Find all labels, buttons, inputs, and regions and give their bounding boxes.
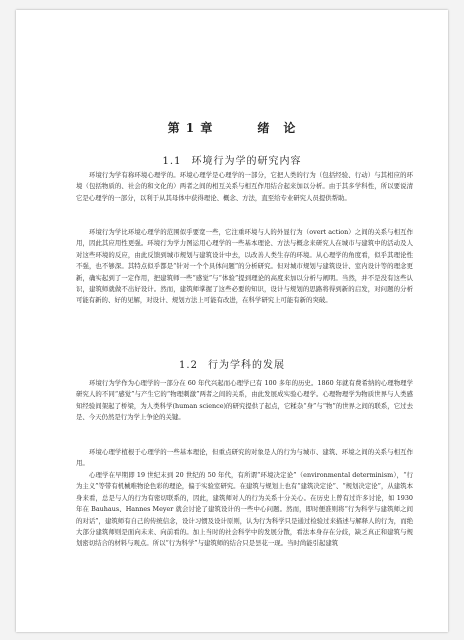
chapter-heading (16, 119, 448, 136)
body-paragraph: 心理学在早期即 19 世纪末到 20 世纪的 50 年代，有所谓“环境决定论”（environmental determinism），“行为主义”等带有机械唯物论色彩的理论，偏于实验室研究。在建筑与规划上也有“建筑决定论”、“规划决定论”，从建筑本身来看，总是与人的行为有密切联系的，因此，建筑师对人的行为关系十分关心。在历史上曾有过许多讨论，如 1930 年在 Bauhaus、Hannes Meyer 就会讨论了建筑设计的一些中心问题。然而，即时便准则将“行为科学与建筑师之间的对话”，建筑师有自己的传统信念，设计习惯及设计原则，认为行为科学只是通过检验过来描述与解释人的行为，而绝大部分建筑师则是面向未来、向前看的。加上当时的社会科学中的发展分散，看法本身存在分歧，缺乏真正和建筑与规划密切结合的材料与观点。所以“行为科学”与建筑师的结合只是昙花一现。当时尚能引起建筑 (76, 471, 413, 548)
document-page (16, 10, 448, 632)
body-paragraph: 环境心理学植根于心理学的一些基本理论，但重点研究的对象是人的行为与城市、建筑、环境之间的关系与相互作用。 (76, 448, 413, 468)
section-number: 1.1 (162, 156, 182, 167)
section-title: 行为学科的发展 (207, 360, 285, 371)
chapter-number: 第 1 章 (167, 121, 214, 135)
body-paragraph: 环境行为学有称环境心理学的。环境心理学是心理学的一部分，它把人类的行为（包括经验、行动）与其相应的环境（包括物质的、社会的和文化的）两者之间的相互关系与相互作用结合起来加以分析。由于其多学科性，所以要说清它是心理学的一部分，以利于从其母体中获得理论、概念、方法，直至给专业研究人员提供帮助。 (76, 171, 413, 202)
body-paragraph: 环境行为学比环境心理学的范围似乎要宽一些，它注重环境与人的外显行为（overt action）之间的关系与相互作用，因此其应用性更强。环境行为学力图运用心理学的一些基本理论、方法与概念来研究人在城市与建筑中的活动及人对这些环境的反应，由此反馈到城市规划与建筑设计中去，以改善人类生存的环境。从心理学的角度看，似乎其理论性不强，也不够深。其特点似乎都是“针对一个个具体问题”的分析研究。但对城市规划与建筑设计、室内设计等的理念更新，确实起到了一定作用，把建筑师一些“感觉”与“体验”提到理论的高度来加以分析与阐明。当然，并不是没有这些认识，建筑师就做不出好设计。然而，建筑师掌握了这些必要的知识，设计与规划的思路将得到新的启发，对问题的分析可能有新的、好的见解，对设计、规划方法上可能有改进，在科学研究上可能有新的突破。 (76, 228, 413, 305)
section-title: 环境行为学的研究内容 (191, 156, 302, 167)
section-heading-1-1 (16, 152, 448, 167)
chapter-title: 绪 论 (257, 121, 297, 135)
section-number: 1.2 (179, 360, 198, 371)
section-heading-1-2 (16, 356, 448, 371)
body-paragraph: 环境行为学作为心理学的一部分在 60 年代兴起而心理学已有 100 多年的历史。1860 年就有费希纳的心理物理学研究人的不同“感觉”与产生它的“物理刺激”两者之间的关系，由此发展成实验心理学。心理物理学为物质世界与人类感知经验间架起了桥梁，为人类科学(human science)的研究提供了起点，它糅杂“身”与“物”的世界之间的联系，它过去是、今天仍然是行为学上争论的关键。 (76, 379, 413, 422)
